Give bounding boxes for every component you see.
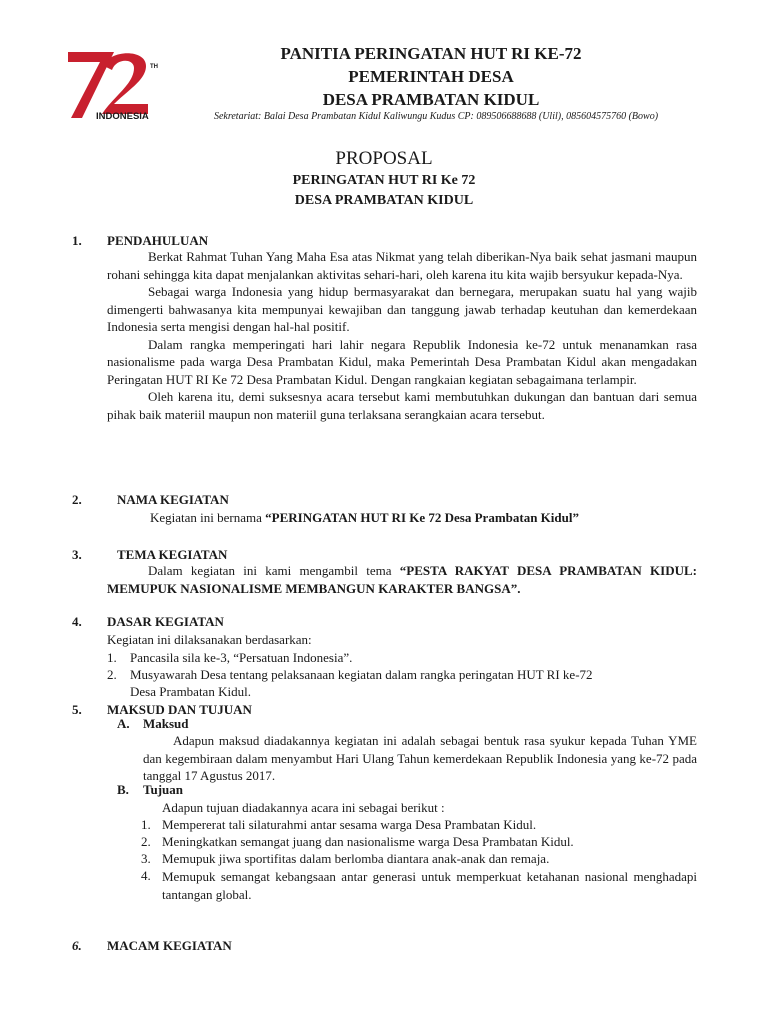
subsection-a-letter: A. — [117, 716, 130, 731]
proposal-subtitle-1: PERINGATAN HUT RI Ke 72 — [292, 173, 476, 188]
list-item-number: 3. — [141, 851, 151, 866]
paragraph: Berkat Rahmat Tuhan Yang Maha Esa atas Nikmat yang telah diberikan-Nya baik sehat jasmani maupun rohani sehingga kita dapat menjalankan aktivitas sehari-hari, oleh karena itu kita wajib bersyukur kepada-Nya. — [107, 249, 697, 282]
list-item-number: 2. — [141, 834, 151, 849]
proposal-subtitle-2: DESA PRAMBATAN KIDUL — [294, 193, 474, 208]
section-4-heading: DASAR KEGIATAN — [107, 614, 224, 629]
list-item: Meningkatkan semangat juang dan nasionalisme warga Desa Prambatan Kidul. — [162, 834, 574, 849]
subsection-b-intro: Adapun tujuan diadakannya acara ini sebagai berikut : — [162, 800, 445, 815]
section-4-intro: Kegiatan ini dilaksanakan berdasarkan: — [107, 632, 312, 647]
header-village: DESA PRAMBATAN KIDUL — [322, 90, 540, 109]
list-item: Musyawarah Desa tentang pelaksanaan kegiatan dalam rangka peringatan HUT RI ke-72 — [130, 667, 593, 682]
section-3-heading: TEMA KEGIATAN — [117, 547, 228, 562]
section-4-number: 4. — [72, 614, 82, 629]
hut-72-logo — [62, 44, 177, 126]
header-government: PEMERINTAH DESA — [348, 67, 514, 86]
section-1-body — [107, 248, 697, 423]
list-item: Pancasila sila ke-3, “Persatuan Indonesia”. — [130, 650, 353, 665]
activity-theme: “PESTA RAKYAT DESA PRAMBATAN KIDUL: MEMUPUK NASIONALISME MEMBANGUN KARAKTER BANGSA”. — [107, 563, 697, 596]
subsection-b-letter: B. — [117, 782, 129, 797]
list-item-continuation: Desa Prambatan Kidul. — [130, 684, 251, 699]
svg-text:TH: TH — [150, 64, 158, 70]
list-item-number: 2. — [107, 667, 117, 682]
section-1-number: 1. — [72, 233, 82, 248]
list-item-number: 1. — [107, 650, 117, 665]
section-3-body — [107, 562, 697, 597]
paragraph: Sebagai warga Indonesia yang hidup bermasyarakat dan bernegara, merupakan suatu hal yang wajib dimengerti bahwasanya kita mempunyai kewajiban dan tanggung jawab terhadap keutuhan dan kemerdekaan Indonesia serta mengisi dengan hal-hal positif. — [107, 284, 697, 334]
subsection-a-heading: Maksud — [143, 716, 189, 731]
subsection-a-body: Adapun maksud diadakannya kegiatan ini adalah sebagai bentuk rasa syukur kepada Tuhan YME dan kegembiraan dalam menyambut Hari Ulang Tahun kemerdekaan Republik Indonesia yang ke-72 pada tanggal 17 Agustus 2017. — [143, 733, 697, 783]
paragraph: Dalam rangka memperingati hari lahir negara Republik Indonesia ke-72 untuk menanamkan rasa nasionalisme pada warga Desa Prambatan Kidul, maka Pemerintah Desa Prambatan Kidul akan mengadakan Peringatan HUT RI Ke 72 Desa Prambatan Kidul. Dengan rangkaian kegiatan sebagaimana terlampir. — [107, 336, 697, 387]
section-5-heading: MAKSUD DAN TUJUAN — [107, 702, 252, 717]
section-5-number: 5. — [72, 702, 82, 717]
list-item: Memupuk semangat kebangsaan antar generasi untuk memperkuat ketahanan nasional menghadapi tantangan global. — [162, 869, 697, 902]
section-2-heading: NAMA KEGIATAN — [117, 492, 229, 507]
section-3-intro: Dalam kegiatan ini kami mengambil tema — [148, 563, 400, 578]
subsection-b-heading: Tujuan — [143, 782, 183, 797]
section-2-number: 2. — [72, 492, 82, 507]
proposal-title: PROPOSAL — [335, 148, 433, 169]
paragraph: Oleh karena itu, demi suksesnya acara tersebut kami membutuhkan dukungan dan bantuan dari semua pihak baik materiil maupun non materiil guna terlaksana serangkaian acara tersebut. — [107, 389, 697, 422]
section-6-number: 6. — [72, 938, 82, 953]
activity-name: “PERINGATAN HUT RI Ke 72 Desa Prambatan Kidul” — [265, 510, 579, 525]
section-6-heading: MACAM KEGIATAN — [107, 938, 232, 953]
section-1-heading: PENDAHULUAN — [107, 233, 209, 248]
header-secretariat: Sekretariat: Balai Desa Prambatan Kidul Kaliwungu Kudus CP: 089506688688 (Ulil), 085604575760 (Bowo) — [213, 111, 659, 122]
list-item: Memupuk jiwa sportifitas dalam berlomba diantara anak-anak dan remaja. — [162, 851, 550, 866]
section-2-body — [150, 510, 579, 526]
header-committee: PANITIA PERINGATAN HUT RI KE-72 — [280, 44, 582, 63]
list-item-number: 1. — [141, 817, 151, 832]
list-item: Mempererat tali silaturahmi antar sesama warga Desa Prambatan Kidul. — [162, 817, 537, 832]
svg-text:INDONESIA: INDONESIA — [96, 111, 149, 122]
list-item-number: 4. — [141, 868, 151, 883]
section-2-intro: Kegiatan ini bernama — [150, 510, 266, 525]
section-3-number: 3. — [72, 547, 82, 562]
